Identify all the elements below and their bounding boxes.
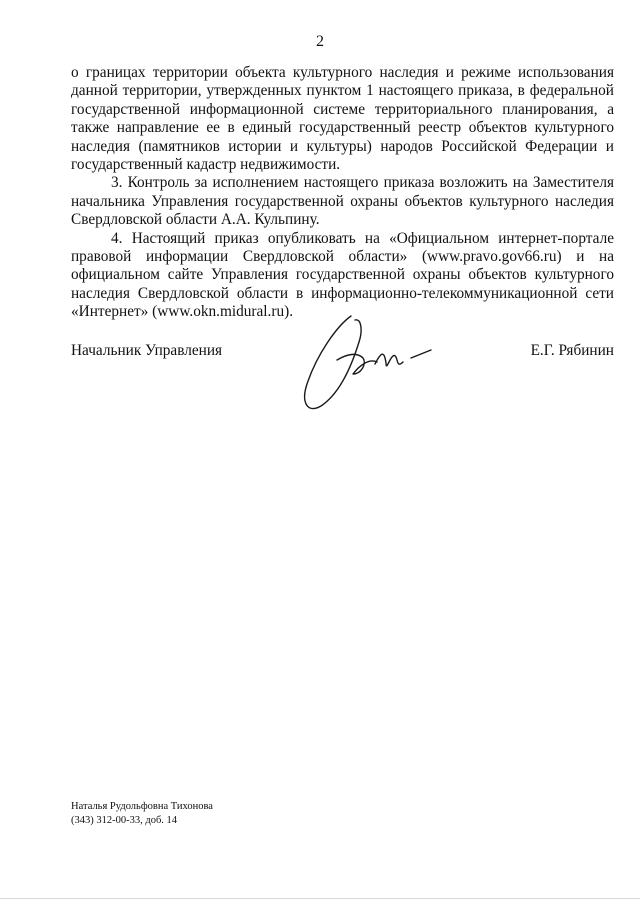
signatory-title: Начальник Управления xyxy=(71,342,223,359)
page-bottom-edge xyxy=(0,898,640,899)
paragraph-item-4: 4. Настоящий приказ опубликовать на «Официальном интернет-портале правовой информации Свердловской области» (www.pravo.gov66.ru) и на официальном сайте Управления государственной охраны объектов культурного наследия Свердловской области в информационно-телекоммуникационной сети «Интернет» (www.okn.midural.ru). xyxy=(71,229,614,321)
executor-footer xyxy=(71,800,213,828)
executor-name: Наталья Рудольфовна Тихонова xyxy=(71,801,213,812)
paragraph-continuation: о границах территории объекта культурного наследия и режиме использования данной территории, утвержденных пунктом 1 настоящего приказа, в федеральной государственной информационной системе территориального планирования, а также направление ее в единый государственный реестр объектов культурного наследия (памятников истории и культуры) народов Российской Федерации и государственный кадастр недвижимости. xyxy=(71,64,614,174)
document-body xyxy=(71,64,614,322)
page-number: 2 xyxy=(316,33,324,50)
handwritten-signature xyxy=(299,302,449,422)
paragraph-item-3: 3. Контроль за исполнением настоящего приказа возложить на Заместителя начальника Управления государственной охраны объектов культурного наследия Свердловской области А.А. Кульпину. xyxy=(71,174,614,229)
executor-phone: (343) 312-00-33, доб. 14 xyxy=(71,815,178,826)
signatory-name: Е.Г. Рябинин xyxy=(530,342,614,359)
